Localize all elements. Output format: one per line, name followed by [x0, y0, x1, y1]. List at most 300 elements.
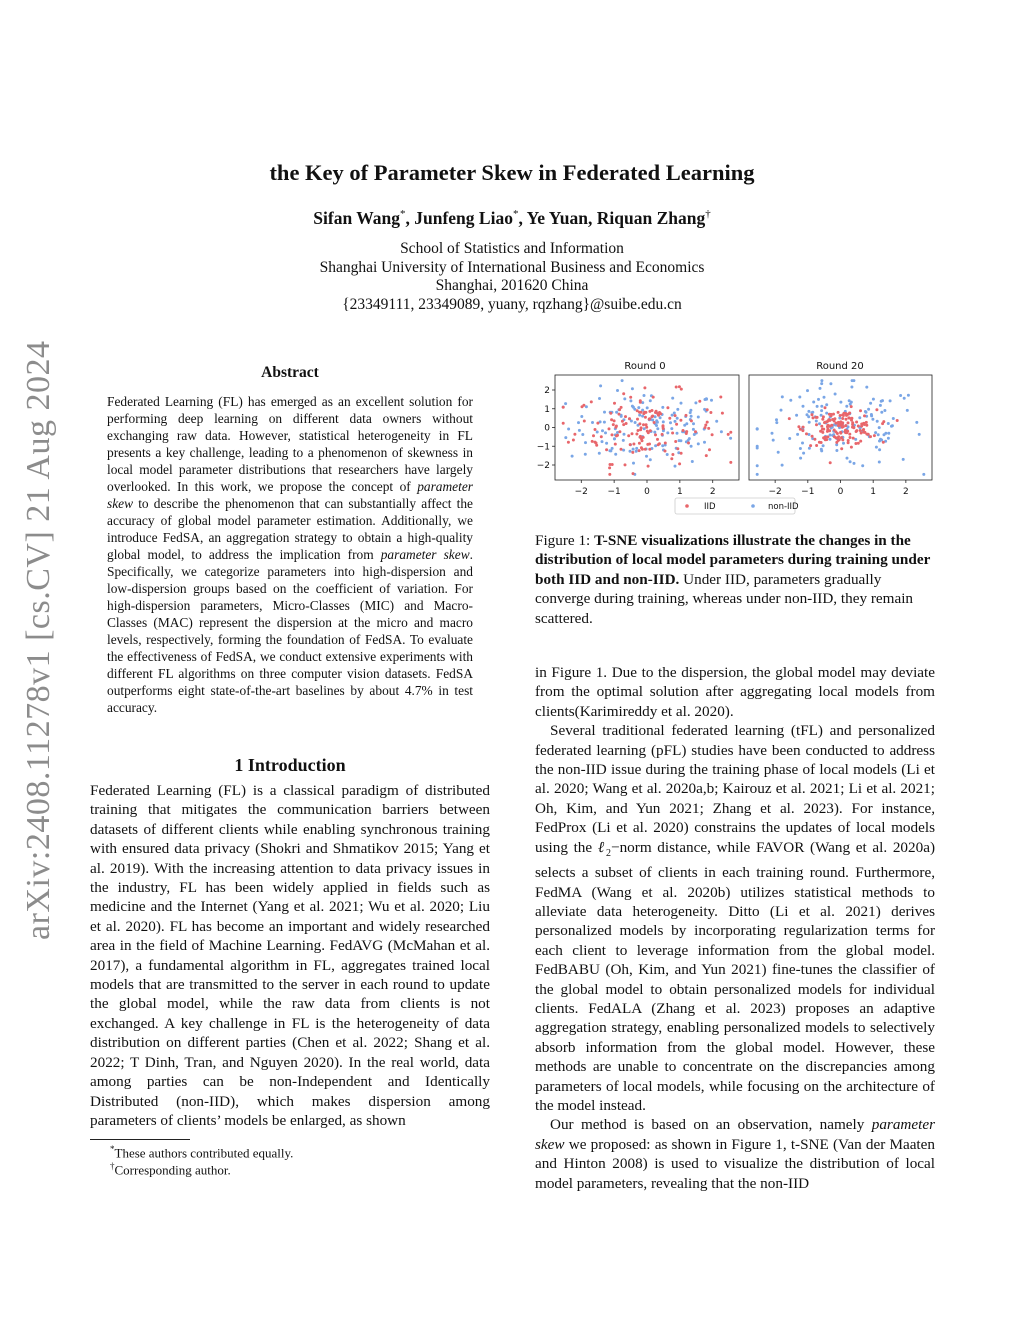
affiliation-emails: {23349111, 23349089, yuany, rqzhang}@suibe.edu.cn: [342, 296, 682, 313]
scatter-point-iid: [841, 417, 844, 420]
paragraph-text: Several traditional federated learning (tFL) and personalized federated learning (pFL) studies have been conducted to address the non-IID issue during the training phase of local models (Li et al. 2020; Wang et al. 2020a,b; Kairouz et al. 2021; Li et al. 2021; Oh, Kim, and Yun 2021; Zhang et al. 2023). For instance, FedProx (Li et al. 2020) constrains the updates of local models using the: [535, 722, 935, 856]
scatter-point-iid: [850, 446, 853, 449]
scatter-point-non-iid: [645, 455, 648, 458]
scatter-point-iid: [705, 454, 708, 457]
scatter-point-non-iid: [654, 444, 657, 447]
legend-label-non-iid: non-IID: [768, 502, 799, 512]
scatter-point-non-iid: [812, 401, 815, 404]
scatter-point-iid: [600, 435, 603, 438]
scatter-point-non-iid: [777, 451, 780, 454]
scatter-point-iid: [841, 438, 844, 441]
scatter-point-non-iid: [649, 458, 652, 461]
scatter-point-non-iid: [629, 399, 632, 402]
scatter-point-non-iid: [806, 389, 809, 392]
scatter-point-non-iid: [799, 447, 802, 450]
panel-title-round-0: Round 0: [624, 361, 666, 372]
scatter-point-non-iid: [649, 399, 652, 402]
scatter-point-iid: [809, 444, 812, 447]
scatter-point-iid: [841, 421, 844, 424]
scatter-point-non-iid: [635, 447, 638, 450]
scatter-point-iid: [896, 419, 899, 422]
scatter-point-iid: [671, 432, 674, 435]
scatter-point-non-iid: [853, 462, 856, 465]
scatter-point-non-iid: [829, 438, 832, 441]
scatter-point-non-iid: [692, 422, 695, 425]
scatter-point-iid: [628, 417, 631, 420]
scatter-point-iid: [835, 441, 838, 444]
scatter-point-non-iid: [661, 406, 664, 409]
scatter-point-non-iid: [798, 396, 801, 399]
scatter-point-iid: [844, 431, 847, 434]
scatter-point-non-iid: [789, 399, 792, 402]
scatter-point-non-iid: [867, 408, 870, 411]
scatter-point-non-iid: [629, 450, 632, 453]
scatter-point-iid: [668, 417, 671, 420]
scatter-point-iid: [854, 442, 857, 445]
scatter-point-iid: [636, 418, 639, 421]
scatter-point-non-iid: [564, 436, 567, 439]
scatter-point-non-iid: [674, 465, 677, 468]
scatter-point-non-iid: [825, 403, 828, 406]
scatter-points-round-0: [562, 379, 733, 476]
scatter-point-iid: [679, 419, 682, 422]
scatter-point-iid: [729, 431, 732, 434]
scatter-point-non-iid: [820, 382, 823, 385]
scatter-point-non-iid: [892, 417, 895, 420]
scatter-point-iid: [830, 424, 833, 427]
scatter-point-iid: [859, 429, 862, 432]
scatter-point-non-iid: [858, 416, 861, 419]
scatter-point-non-iid: [756, 464, 759, 467]
scatter-point-iid: [647, 465, 650, 468]
scatter-point-non-iid: [666, 453, 669, 456]
paragraph-term: parameter skew: [535, 1116, 935, 1153]
scatter-point-iid: [836, 432, 839, 435]
scatter-point-non-iid: [729, 437, 732, 440]
scatter-point-iid: [627, 434, 630, 437]
scatter-point-non-iid: [796, 433, 799, 436]
scatter-point-non-iid: [879, 404, 882, 407]
scatter-point-iid: [824, 421, 827, 424]
scatter-point-iid: [614, 443, 617, 446]
scatter-point-iid: [802, 426, 805, 429]
scatter-point-iid: [638, 422, 641, 425]
scatter-point-iid: [694, 430, 697, 433]
scatter-point-non-iid: [852, 379, 855, 382]
paragraph-text: distance, while FAVOR (Wang et al. 2020a) selects a subset of clients in each training round. Furthermore, FedMA (Wang et al. 2020b) utilizes statistical methods to alleviate data heterogeneity. Ditto (Li et al. 2021) derives personalized models by incorporating regularization terms for each client to leverage information from the global model. FedBABU (Oh, Kim, and Yun 2021) fine-tunes the classifier of the global model to obtain personalized models for individual clients. FedALA (Zhang et al. 2023) proposes an adaptive aggregation strategy, enabling personalized models to selectively absorb information from the global model. However, these methods are unable to concentrate on the discrepancies among parameters of local models, while focusing on the architecture of the model instead.: [535, 838, 936, 1114]
x-tick-label: −1: [801, 487, 815, 497]
scatter-point-non-iid: [820, 405, 823, 408]
author-name: Sifan Wang: [313, 208, 400, 228]
scatter-point-non-iid: [631, 405, 634, 408]
x-tick-label: −2: [768, 487, 782, 497]
scatter-point-non-iid: [697, 442, 700, 445]
scatter-point-non-iid: [671, 414, 674, 417]
scatter-point-iid: [611, 463, 614, 466]
scatter-point-iid: [654, 433, 657, 436]
scatter-point-iid: [788, 417, 791, 420]
scatter-point-iid: [881, 422, 884, 425]
scatter-point-iid: [690, 419, 693, 422]
scatter-point-iid: [638, 449, 641, 452]
scatter-point-iid: [830, 414, 833, 417]
scatter-point-iid: [631, 432, 634, 435]
scatter-point-iid: [640, 426, 643, 429]
scatter-point-non-iid: [669, 421, 672, 424]
abstract-text: to describe the phenomenon that can substantially affect the accuracy of global model parameter estimation. Additionally, we introduce FedSA, an aggregation strategy to obtain a high-quality global model, to address the implication from: [107, 496, 473, 562]
scatter-point-non-iid: [646, 406, 649, 409]
scatter-point-non-iid: [580, 415, 583, 418]
scatter-point-iid: [822, 436, 825, 439]
scatter-point-non-iid: [802, 405, 805, 408]
scatter-point-iid: [685, 430, 688, 433]
scatter-point-non-iid: [788, 437, 791, 440]
scatter-point-non-iid: [623, 433, 626, 436]
scatter-point-iid: [799, 428, 802, 431]
scatter-point-iid: [704, 426, 707, 429]
scatter-point-iid: [835, 422, 838, 425]
scatter-point-iid: [641, 439, 644, 442]
scatter-point-iid: [573, 433, 576, 436]
scatter-point-non-iid: [822, 444, 825, 447]
scatter-point-non-iid: [603, 421, 606, 424]
scatter-point-iid: [706, 408, 709, 411]
x-tick-label: −1: [607, 487, 621, 497]
paragraph: [535, 1115, 935, 1193]
scatter-point-non-iid: [875, 446, 878, 449]
scatter-point-iid: [837, 424, 840, 427]
paragraph: in Figure 1. Due to the dispersion, the global model may deviate from the optimal solution after aggregating local models from clients(Karimireddy et al. 2020).: [535, 664, 935, 720]
scatter-point-iid: [642, 436, 645, 439]
scatter-point-non-iid: [850, 386, 853, 389]
paragraph: [535, 721, 935, 1115]
scatter-point-non-iid: [710, 399, 713, 402]
scatter-point-iid: [678, 385, 681, 388]
scatter-point-non-iid: [631, 387, 634, 390]
scatter-point-iid: [629, 396, 632, 399]
footnote-text: These authors contributed equally.: [114, 1145, 294, 1161]
x-tick-label: −2: [574, 487, 588, 497]
scatter-point-non-iid: [690, 445, 693, 448]
paragraph-text: we proposed: as shown in Figure 1, t-SNE (Van der Maaten and Hinton 2008) is used to visualize the distribution of local model parameters, revealing that the non-IID: [535, 1135, 935, 1192]
scatter-point-iid: [815, 444, 818, 447]
scatter-point-iid: [618, 413, 621, 416]
scatter-point-iid: [860, 423, 863, 426]
scatter-point-non-iid: [845, 405, 848, 408]
scatter-point-iid: [612, 423, 615, 426]
abstract-term: parameter skew: [380, 547, 470, 562]
scatter-point-non-iid: [887, 422, 890, 425]
scatter-point-iid: [674, 414, 677, 417]
scatter-point-non-iid: [676, 432, 679, 435]
panel-title-round-20: Round 20: [816, 361, 864, 372]
scatter-point-iid: [662, 427, 665, 430]
scatter-point-iid: [707, 427, 710, 430]
norm-symbol: ℓ: [597, 838, 607, 856]
y-tick-label: −1: [536, 442, 550, 453]
author-name: Junfeng Liao: [414, 208, 513, 228]
scatter-point-non-iid: [880, 400, 883, 403]
scatter-point-non-iid: [676, 417, 679, 420]
scatter-point-iid: [865, 424, 868, 427]
scatter-point-non-iid: [577, 421, 580, 424]
scatter-point-non-iid: [603, 411, 606, 414]
footnote-divider: [90, 1139, 190, 1140]
scatter-point-iid: [670, 457, 673, 460]
scatter-point-iid: [644, 448, 647, 451]
scatter-point-non-iid: [808, 421, 811, 424]
scatter-point-iid: [815, 423, 818, 426]
scatter-point-non-iid: [815, 420, 818, 423]
figure-label: Figure 1:: [535, 532, 595, 549]
scatter-point-iid: [829, 419, 832, 422]
scatter-point-non-iid: [614, 453, 617, 456]
scatter-point-iid: [592, 434, 595, 437]
scatter-point-non-iid: [578, 429, 581, 432]
scatter-point-non-iid: [772, 439, 775, 442]
scatter-point-iid: [596, 422, 599, 425]
scatter-point-non-iid: [846, 457, 849, 460]
scatter-point-iid: [639, 435, 642, 438]
x-tick-label: 1: [676, 487, 683, 497]
scatter-point-non-iid: [637, 406, 640, 409]
scatter-point-iid: [591, 440, 594, 443]
scatter-point-non-iid: [820, 409, 823, 412]
scatter-point-iid: [676, 447, 679, 450]
scatter-point-non-iid: [673, 412, 676, 415]
y-tick-label: 2: [544, 386, 550, 396]
scatter-point-non-iid: [818, 422, 821, 425]
scatter-point-non-iid: [902, 458, 905, 461]
scatter-point-iid: [618, 430, 621, 433]
scatter-point-non-iid: [638, 414, 641, 417]
scatter-point-non-iid: [887, 437, 890, 440]
scatter-point-iid: [850, 405, 853, 408]
scatter-point-iid: [624, 415, 627, 418]
scatter-point-iid: [729, 461, 732, 464]
scatter-point-iid: [666, 406, 669, 409]
scatter-point-non-iid: [807, 410, 810, 413]
scatter-point-non-iid: [692, 428, 695, 431]
scatter-point-iid: [708, 448, 711, 451]
scatter-point-iid: [622, 392, 625, 395]
scatter-point-non-iid: [584, 441, 587, 444]
scatter-point-non-iid: [891, 424, 894, 427]
scatter-point-iid: [812, 416, 815, 419]
author-name: Ye Yuan: [526, 208, 589, 228]
abstract-heading: Abstract: [261, 364, 319, 381]
scatter-point-iid: [849, 436, 852, 439]
scatter-point-non-iid: [842, 442, 845, 445]
scatter-point-iid: [595, 444, 598, 447]
scatter-point-iid: [819, 430, 822, 433]
scatter-point-iid: [654, 411, 657, 414]
scatter-point-non-iid: [756, 428, 759, 431]
scatter-point-non-iid: [623, 397, 626, 400]
scatter-point-iid: [562, 422, 565, 425]
scatter-point-iid: [706, 421, 709, 424]
scatter-point-non-iid: [690, 415, 693, 418]
scatter-point-iid: [797, 425, 800, 428]
scatter-point-non-iid: [671, 397, 674, 400]
scatter-point-iid: [680, 452, 683, 455]
scatter-point-iid: [805, 432, 808, 435]
scatter-point-iid: [613, 402, 616, 405]
abstract-text: . Specifically, we categorize parameters into high-dispersion and low-dispersion groups based on the coefficient of variation. For high-dispersion parameters, Micro-Classes (MIC) and Macro-Classes (MAC) represent the dispersion at the micro and macro levels, respectively, forming the foundation of FedSA. To evaluate the effectiveness of FedSA, we conduct extensive experiments with different FL algorithms on three computer vision datasets. FedSA outperforms eight state-of-the-art baselines by about 4.7% in test accuracy.: [107, 547, 473, 715]
figure-caption-text: Under IID, parameters gradually converge during training, whereas under non-IID, they remain scattered.: [535, 570, 914, 627]
affiliation-school: School of Statistics and Information: [400, 240, 624, 257]
scatter-point-iid: [721, 412, 724, 415]
scatter-point-iid: [687, 442, 690, 445]
scatter-points-round-20: [756, 379, 926, 476]
scatter-point-non-iid: [781, 395, 784, 398]
scatter-point-non-iid: [775, 418, 778, 421]
scatter-point-iid: [611, 433, 614, 436]
scatter-point-non-iid: [632, 462, 635, 465]
y-tick-label: −2: [536, 461, 550, 471]
scatter-point-non-iid: [613, 437, 616, 440]
scatter-point-non-iid: [756, 473, 759, 476]
scatter-point-iid: [664, 442, 667, 445]
figure-caption: [535, 531, 935, 628]
scatter-point-iid: [662, 424, 665, 427]
scatter-point-non-iid: [703, 408, 706, 411]
scatter-point-non-iid: [806, 413, 809, 416]
scatter-point-non-iid: [829, 382, 832, 385]
scatter-point-non-iid: [622, 439, 625, 442]
scatter-point-iid: [852, 437, 855, 440]
scatter-point-iid: [631, 451, 634, 454]
scatter-point-non-iid: [899, 394, 902, 397]
scatter-point-non-iid: [609, 449, 612, 452]
scatter-point-non-iid: [825, 412, 828, 415]
scatter-point-iid: [852, 426, 855, 429]
scatter-point-iid: [620, 448, 623, 451]
scatter-point-non-iid: [883, 409, 886, 412]
author-mark: *: [512, 208, 519, 221]
author-name: Riquan Zhang: [596, 208, 706, 228]
author-mark: *: [400, 208, 406, 221]
scatter-point-iid: [608, 466, 611, 469]
scatter-point-iid: [622, 423, 625, 426]
scatter-point-non-iid: [871, 418, 874, 421]
scatter-point-iid: [848, 433, 851, 436]
scatter-point-non-iid: [834, 393, 837, 396]
scatter-point-non-iid: [795, 414, 798, 417]
scatter-point-non-iid: [567, 428, 570, 431]
scatter-point-iid: [698, 400, 701, 403]
scatter-point-non-iid: [564, 402, 567, 405]
scatter-point-non-iid: [620, 415, 623, 418]
footnote-mark: *: [110, 1144, 115, 1154]
affiliation-location: Shanghai, 201620 China: [435, 277, 589, 294]
scatter-point-non-iid: [591, 421, 594, 424]
abstract-text: Federated Learning (FL) has emerged as an excellent solution for performing deep learning on different data owners without exchanging raw data. However, statistical heterogeneity in FL presents a key challenge, leading to a phenomenon of skewness in local model parameter distributions that researchers have largely overlooked. In this work, we propose the concept of: [107, 394, 473, 494]
scatter-point-iid: [821, 418, 824, 421]
scatter-point-iid: [839, 414, 842, 417]
scatter-point-iid: [862, 428, 865, 431]
scatter-point-non-iid: [599, 384, 602, 387]
scatter-point-non-iid: [887, 432, 890, 435]
section-heading-introduction: 1 Introduction: [234, 755, 346, 775]
scatter-point-iid: [855, 429, 858, 432]
footnote-corresponding-author: [110, 1161, 231, 1178]
scatter-point-iid: [657, 443, 660, 446]
scatter-point-non-iid: [907, 394, 910, 397]
scatter-point-non-iid: [817, 398, 820, 401]
footnote-mark: †: [110, 1161, 115, 1171]
introduction-paragraph: Federated Learning (FL) is a classical paradigm of distributed training that mitigates the communication barriers between datasets of different clients while enabling synchronous training with ensured data privacy (Shokri and Shmatikov 2015; Yang et al. 2019). With the increasing attention to data privacy issues in the industry, FL has been widely applied in fields such as medicine and the Internet (Yang et al. 2021; Wu et al. 2020; Liu et al. 2020). FL has become an important and widely researched area in the field of Machine Learning. FedAVG (McMahan et al. 2017), a fundamental algorithm in FL, aggregates trained local models that are transmitted to the server in each round to update the global model, while the raw data from clients is not exchanged. A key challenge in FL is the heterogeneity of data distribution on different parties (Chen et al. 2022; Shang et al. 2022; T Dinh, Tran, and Nguyen 2020). In the real world, data among parties can be non-Independent and Identically Distributed (non-IID), which makes dispersion among parameters of clients’ models be enlarged, as shown: [90, 782, 490, 1129]
legend-label-iid: IID: [704, 502, 716, 512]
scatter-point-iid: [850, 419, 853, 422]
scatter-point-non-iid: [878, 461, 881, 464]
scatter-point-non-iid: [839, 401, 842, 404]
scatter-point-non-iid: [680, 402, 683, 405]
scatter-point-iid: [847, 421, 850, 424]
author-mark: †: [705, 208, 711, 221]
scatter-point-iid: [824, 406, 827, 409]
scatter-point-non-iid: [615, 411, 618, 414]
scatter-point-non-iid: [655, 419, 658, 422]
scatter-point-iid: [859, 409, 862, 412]
scatter-point-non-iid: [802, 452, 805, 455]
scatter-point-iid: [837, 411, 840, 414]
scatter-point-non-iid: [872, 398, 875, 401]
scatter-point-iid: [826, 435, 829, 438]
scatter-point-iid: [661, 433, 664, 436]
scatter-point-iid: [651, 409, 654, 412]
scatter-point-iid: [704, 424, 707, 427]
scatter-point-non-iid: [801, 442, 804, 445]
scatter-point-iid: [646, 443, 649, 446]
scatter-point-iid: [848, 412, 851, 415]
x-tick-label: 2: [902, 487, 909, 497]
scatter-point-iid: [863, 414, 866, 417]
scatter-point-non-iid: [703, 441, 706, 444]
scatter-point-iid: [572, 439, 575, 442]
scatter-point-iid: [711, 433, 714, 436]
scatter-point-iid: [869, 435, 872, 438]
scatter-point-iid: [685, 414, 688, 417]
scatter-point-non-iid: [918, 433, 921, 436]
scatter-point-non-iid: [697, 416, 700, 419]
scatter-point-non-iid: [878, 426, 881, 429]
scatter-point-iid: [658, 411, 661, 414]
scatter-point-iid: [590, 400, 593, 403]
scatter-point-non-iid: [874, 431, 877, 434]
scatter-point-iid: [638, 442, 641, 445]
scatter-point-iid: [680, 388, 683, 391]
scatter-point-iid: [818, 441, 821, 444]
scatter-point-iid: [621, 420, 624, 423]
tsne-figure: [535, 355, 940, 520]
paragraph-text: Our method is based on an observation, namely: [550, 1116, 872, 1134]
scatter-point-iid: [664, 450, 667, 453]
scatter-point-iid: [645, 426, 648, 429]
legend-marker-non-iid: [751, 504, 755, 508]
scatter-point-non-iid: [865, 386, 868, 389]
scatter-point-non-iid: [861, 464, 864, 467]
scatter-point-iid: [845, 418, 848, 421]
scatter-point-iid: [640, 446, 643, 449]
scatter-point-non-iid: [865, 411, 868, 414]
scatter-point-non-iid: [849, 460, 852, 463]
scatter-point-non-iid: [584, 453, 587, 456]
right-column-body: [535, 663, 935, 1193]
scatter-point-iid: [594, 441, 597, 444]
scatter-point-non-iid: [643, 427, 646, 430]
scatter-point-iid: [648, 417, 651, 420]
